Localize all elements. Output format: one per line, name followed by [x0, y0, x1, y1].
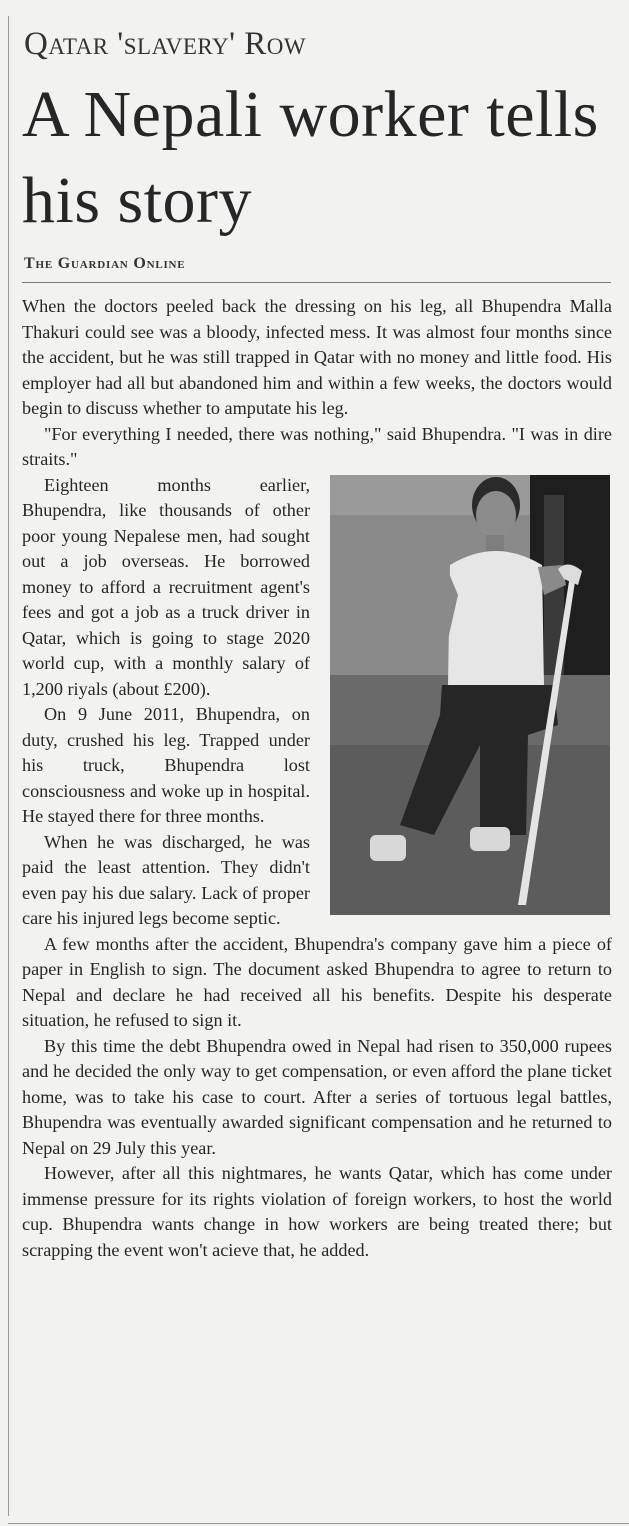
paragraph: However, after all this nightmares, he wants Qatar, which has come under immense pressure for its rights violation of foreign workers, to host the world cup. Bhupendra wants change in how workers are being treated there; but scrapping the event won't acieve that, he added. — [22, 1163, 612, 1260]
article-body — [22, 294, 612, 1263]
left-column-rule — [8, 16, 9, 1516]
paragraph: "For everything I needed, there was nothing," said Bhupendra. "I was in dire straits." — [22, 423, 612, 469]
source-credit: The Guardian Online — [24, 255, 186, 272]
headline: A Nepali worker tells his story — [22, 78, 599, 237]
paragraph: Eighteen months earlier, Bhupendra, like thousands of other poor young Nepalese men, had sought out a job overseas. He borrowed money to afford a recruitment agent's fees and got a job as a truck driver in Qatar, which is going to stage 2020 world cup, with a monthly salary of 1,200 riyals (about £200). — [22, 474, 310, 699]
paragraph: By this time the debt Bhupendra owed in Nepal had risen to 350,000 rupees and he decided the only way to get compensation, or even afford the plane ticket home, was to take his case to court. After a series of tortuous legal battles, Bhupendra was eventually awarded significant compensation and he returned to Nepal on 29 July this year. — [22, 1035, 612, 1158]
paragraph: On 9 June 2011, Bhupendra, on duty, crushed his leg. Trapped under his truck, Bhupendra lost consciousness and woke up in hospital. He stayed there for three months. — [22, 704, 310, 826]
paragraph: When he was discharged, he was paid the least attention. They didn't even pay his due salary. Lack of proper care his injured legs become septic. — [22, 831, 310, 928]
kicker: Qatar 'slavery' Row — [24, 26, 307, 62]
header-divider — [22, 282, 611, 283]
paragraph: A few months after the accident, Bhupendra's company gave him a piece of paper in English to sign. The document asked Bhupendra to agree to return to Nepal and declare he had received all his benefits. Despite his desperate situation, he refused to sign it. — [22, 933, 612, 1030]
bottom-rule — [8, 1523, 629, 1524]
worker-photo — [330, 475, 610, 915]
worker-photo-image — [330, 475, 610, 915]
paragraph: When the doctors peeled back the dressing on his leg, all Bhupendra Malla Thakuri could see was a bloody, infected mess. It was almost four months since the accident, but he was still trapped in Qatar with no money and little food. His employer had all but abandoned him and within a few weeks, the doctors would begin to discuss whether to amputate his leg. — [22, 296, 612, 418]
